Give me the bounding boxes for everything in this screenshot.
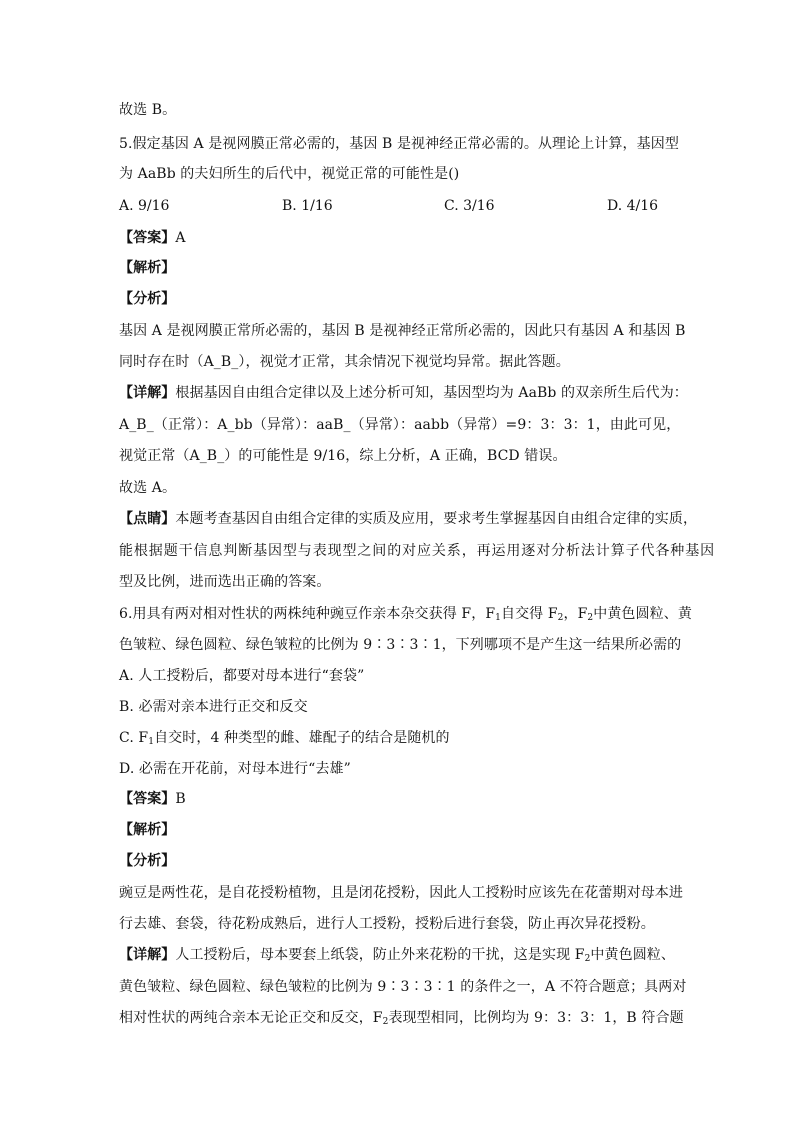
subscript: 2 [557,613,564,623]
question-5-stem-cont: 为 AaBb 的夫妇所生的后代中，视觉正常的可能性是() [119,166,460,182]
text-line: 故选 B。 [119,102,177,118]
text-run: 相对性状的两纯合亲本无论正交和反交，F [119,1010,383,1026]
q6-option-c [119,729,679,747]
q5-detail [119,384,688,402]
text-run: 自交时，4 种类型的雌、雄配子的结合是随机的 [154,730,450,746]
q5-option-a: A. 9/16 [119,198,170,214]
q6-option-a: A. 人工授粉后，都要对母本进行“套袋” [119,668,365,684]
question-6-stem-cont: 色皱粒、绿色圆粒、绿色皱粒的比例为 9∶3∶3∶1，下列哪项不是产生这一结果所必需的 [119,637,682,653]
question-6-stem [119,605,692,623]
q6-reasoning-heading: 【分析】 [119,853,176,869]
question-5-stem: 5.假定基因 A 是视网膜正常必需的，基因 B 是视神经正常必需的。从理论上计算，基因型 [119,136,679,152]
text-line: 基因 A 是视网膜正常所必需的，基因 B 是视神经正常所必需的，因此只有基因 A 和基因 B [119,323,686,339]
text-line: 视觉正常（A_B_）的可能性是 9/16，综上分析，A 正确，BCD 错误。 [119,448,567,464]
q5-option-c: C. 3/16 [444,198,495,214]
text-line: A_B_（正常）：A_bb（异常）：aaB_（异常）：aabb（异常）=9：3：3：1，由此可见， [119,417,681,433]
text-line: 豌豆是两性花，是自花授粉植物，且是闭花授粉，因此人工授粉时应该先在花蕾期对母本进 [119,885,683,901]
q5-note [119,510,698,528]
q6-analysis-heading: 【解析】 [119,822,176,838]
note-text: 本题考查基因自由组合定律的实质及应用，要求考生掌握基因自由组合定律的实质， [175,511,698,527]
text-line: 能根据题干信息判断基因型与表现型之间的对应关系，再运用逐对分析法计算子代各种基因 [119,543,715,559]
q5-analysis-heading: 【解析】 [119,260,176,276]
text-run: 6.用具有两对相对性状的两株纯种豌豆作亲本杂交获得 F，F [119,606,496,622]
text-line: 型及比例，进而选出正确的答案。 [119,574,331,590]
subscript: 2 [584,954,591,964]
q6-detail [119,946,679,964]
detail-text: 根据基因自由组合定律以及上述分析可知，基因型均为 AaBb 的双亲所生后代为： [175,385,688,401]
q5-option-d: D. 4/16 [607,198,659,214]
q6-option-b: B. 必需对亲本进行正交和反交 [119,699,308,715]
text-line: 黄色皱粒、绿色圆粒、绿色皱粒的比例为 9∶3∶3∶1 的条件之一，A 不符合题意；具两对 [119,979,687,995]
text-run: 人工授粉后，母本要套上纸袋，防止外来花粉的干扰，这是实现 F [175,947,585,963]
subscript: 1 [495,613,501,623]
text-run: ，F [563,606,588,622]
detail-tag: 【详解】 [119,385,176,401]
detail-tag: 【详解】 [119,947,176,963]
subscript: 2 [587,613,594,623]
answer-tag: 【答案】 [119,791,176,807]
text-run: C. F [119,730,149,746]
subscript: 2 [382,1017,389,1027]
text-run: 中黄色圆粒、黄 [593,606,692,622]
q5-option-b: B. 1/16 [282,198,333,214]
q5-reasoning-heading: 【分析】 [119,291,176,307]
answer-value: B [175,791,186,807]
text-run: 表现型相同，比例均为 9：3：3：1，B 符合题 [388,1010,684,1026]
text-line [119,1009,684,1027]
text-line: 同时存在时（A_B_），视觉才正常，其余情况下视觉均异常。据此答题。 [119,354,570,370]
q6-option-d: D. 必需在开花前，对母本进行“去雄” [119,761,351,777]
text-run: 中黄色圆粒、 [590,947,676,963]
answer-value: A [175,230,186,246]
q5-answer [119,229,679,247]
text-line: 行去雄、套袋，待花粉成熟后，进行人工授粉，授粉后进行套袋，防止再次异花授粉。 [119,916,655,932]
q6-answer [119,790,679,808]
answer-tag: 【答案】 [119,230,176,246]
text-line: 故选 A。 [119,480,177,496]
text-run: 自交得 F [500,606,558,622]
subscript: 1 [148,737,155,747]
note-tag: 【点睛】 [119,511,176,527]
